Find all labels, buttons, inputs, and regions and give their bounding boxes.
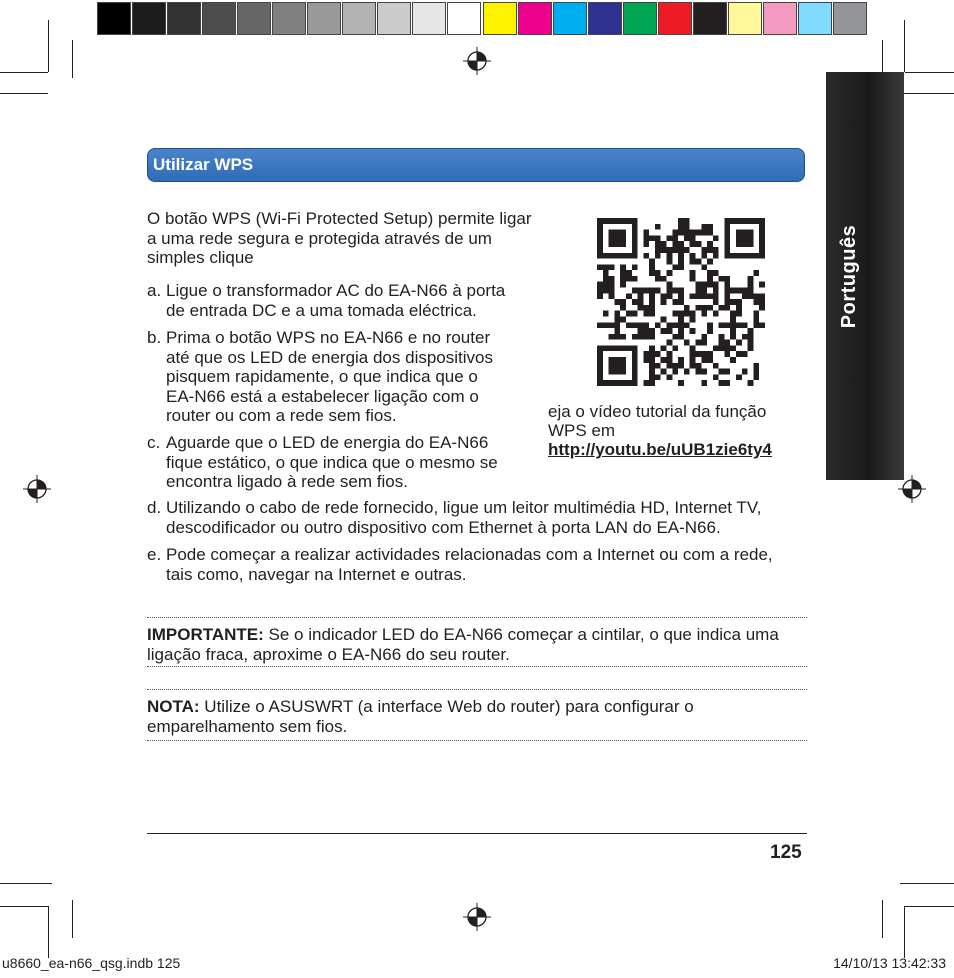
important-note	[147, 625, 812, 664]
gray-swatch	[272, 2, 306, 35]
color-swatch	[658, 2, 692, 35]
note-label: NOTA:	[147, 697, 200, 716]
registration-mark-icon	[23, 475, 51, 503]
gray-swatch	[132, 2, 166, 35]
step-line: Prima o botão WPS no EA-N66 e no router	[166, 328, 491, 347]
color-swatch	[763, 2, 797, 35]
caption-line: eja o vídeo tutorial da função	[548, 402, 767, 421]
note	[147, 697, 812, 736]
color-swatch	[483, 2, 517, 35]
color-swatch	[728, 2, 762, 35]
step-letter: b.	[147, 328, 162, 347]
gray-swatch	[167, 2, 201, 35]
color-swatch	[588, 2, 622, 35]
color-swatch	[518, 2, 552, 35]
note-text: Utilize o ASUSWRT (a interface Web do router) para configurar o	[199, 697, 694, 716]
step-line: pisquem rapidamente, o que indica que o	[166, 367, 478, 386]
language-label: Português	[838, 224, 861, 328]
list-item	[147, 328, 537, 428]
registration-mark-icon	[463, 47, 491, 75]
step-line: tais como, navegar na Internet e outras.	[166, 564, 467, 584]
step-line: Ligue o transformador AC do EA-N66 à porta	[166, 281, 506, 300]
step-line: de entrada DC e a uma tomada eléctrica.	[166, 300, 477, 320]
list-item	[147, 498, 812, 538]
color-swatch	[623, 2, 657, 35]
step-letter: a.	[147, 281, 162, 300]
note-text: emparelhamento sem fios.	[147, 716, 348, 736]
step-line: fique estático, o que indica que o mesmo se	[166, 452, 498, 472]
intro-paragraph: O botão WPS (Wi-Fi Protected Setup) permite ligar a uma rede segura e protegida através de um simples clique	[147, 209, 532, 267]
step-line: Aguarde que o LED de energia do EA-N66	[166, 433, 489, 452]
footer-file: u8660_ea-n66_qsg.indb 125	[2, 955, 181, 971]
gray-calibration-bar	[97, 2, 482, 35]
important-text: ligação fraca, aproxime o EA-N66 do seu router.	[147, 644, 510, 664]
color-swatch	[798, 2, 832, 35]
gray-swatch	[342, 2, 376, 35]
gray-swatch	[447, 2, 481, 35]
list-item	[147, 281, 537, 321]
list-item	[147, 433, 537, 493]
caption-line: WPS em	[548, 421, 616, 440]
color-swatch	[833, 2, 867, 35]
section-title: Utilizar WPS	[153, 155, 254, 174]
step-letter: c.	[147, 433, 161, 452]
important-text: Se o indicador LED do EA-N66 começar a cintilar, o que indica uma	[263, 625, 779, 644]
color-swatch	[553, 2, 587, 35]
qr-code-icon	[597, 218, 765, 386]
gray-swatch	[202, 2, 236, 35]
gray-swatch	[97, 2, 131, 35]
video-link[interactable]: http://youtu.be/uUB1zie6ty4	[548, 440, 772, 459]
step-letter: e.	[147, 545, 162, 564]
step-line: encontra ligado à rede sem fios.	[166, 472, 408, 491]
list-item	[147, 545, 812, 585]
divider	[147, 740, 807, 741]
video-caption	[548, 402, 808, 459]
step-line: EA-N66 está a estabelecer ligação com o	[166, 386, 479, 406]
step-line: descodificador ou outro dispositivo com Ethernet à porta LAN do EA-N66.	[166, 517, 721, 537]
divider	[147, 617, 807, 618]
step-line: Utilizando o cabo de rede fornecido, ligue um leitor multimédia HD, Internet TV,	[166, 498, 762, 517]
page-number: 125	[770, 842, 802, 863]
divider	[147, 666, 807, 667]
divider	[147, 689, 807, 690]
step-line: Pode começar a realizar actividades relacionadas com a Internet ou com a rede,	[166, 545, 773, 564]
color-swatch	[693, 2, 727, 35]
section-header	[147, 148, 805, 182]
step-line: router ou com a rede sem fios.	[166, 406, 397, 425]
footer-timestamp: 14/10/13 13:42:33	[833, 955, 946, 971]
step-letter: d.	[147, 498, 162, 517]
important-label: IMPORTANTE:	[147, 625, 264, 644]
step-line: até que os LED de energia dos dispositivos	[166, 347, 493, 367]
gray-swatch	[377, 2, 411, 35]
gray-swatch	[307, 2, 341, 35]
registration-mark-icon	[463, 903, 491, 931]
gray-swatch	[237, 2, 271, 35]
page-rule	[147, 833, 807, 834]
gray-swatch	[412, 2, 446, 35]
color-calibration-bar	[483, 2, 868, 35]
